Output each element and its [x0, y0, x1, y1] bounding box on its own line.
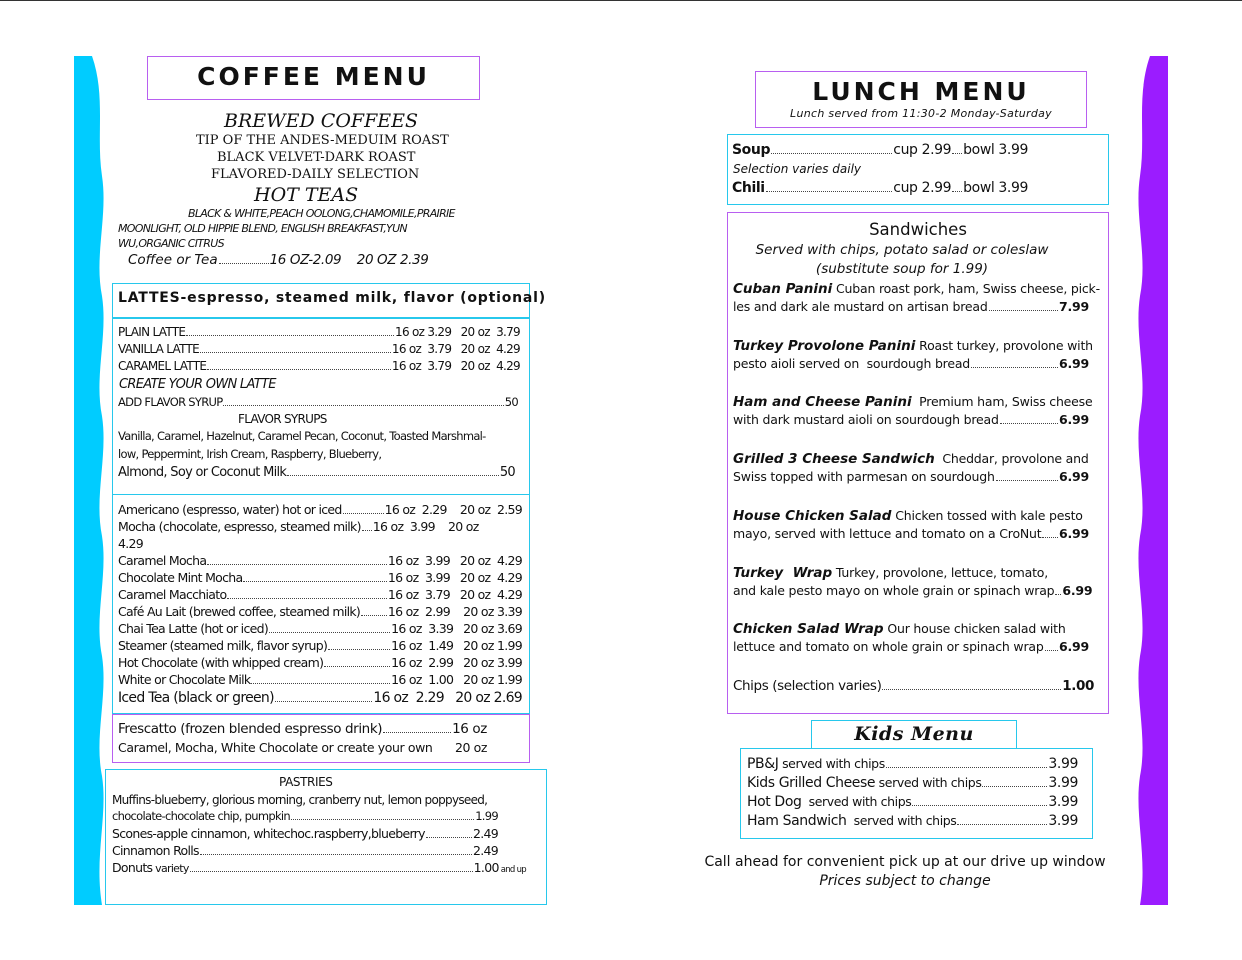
drink-row [118, 672, 522, 687]
sandwich-desc: and kale pesto mayo on whole grain or spinach wrap [733, 582, 1055, 598]
latte-row [118, 359, 520, 373]
drink-row [118, 587, 522, 602]
kids-item-name: Hot Dog [747, 794, 802, 810]
coffee-or-tea-row [128, 252, 428, 268]
kids-row [747, 813, 1078, 829]
drink-name: White or Chocolate Milk [118, 672, 251, 687]
sandwich-price-row [733, 582, 1093, 598]
sandwich-price: 6.99 [1058, 412, 1089, 428]
brewed-item: TIP OF THE ANDES-MEDUIM ROAST [196, 133, 449, 148]
drink-row [118, 655, 522, 670]
teas-line: BLACK & WHITE,PEACH OOLONG,CHAMOMILE,PRAIRIE [188, 207, 455, 220]
rolls-price: 2.49 [472, 843, 498, 858]
frescatto-row [118, 721, 488, 737]
footer-call-ahead: Call ahead for convenient pick up at our drive up window [704, 854, 1106, 870]
sandwich-name: Chicken Salad Wrap [733, 621, 884, 638]
drink-desc: (with whipped cream) [197, 655, 324, 670]
sandwich-price: 6.99 [1058, 469, 1089, 485]
drink-name: Caramel Mocha [118, 553, 207, 568]
drink-name: Caramel Macchiato [118, 587, 227, 602]
kids-menu-heading: Kids Menu [854, 723, 974, 745]
drink-name: Hot Chocolate [118, 655, 198, 670]
sandwich-price-row [733, 469, 1089, 484]
sandwich-desc: Swiss topped with parmesan on sourdough [733, 469, 995, 485]
latte-row [118, 342, 520, 356]
drink-desc: (hot or iced) [196, 621, 269, 636]
latte-name: PLAIN LATTE [118, 325, 186, 339]
sandwich-price-row [733, 412, 1089, 427]
sandwich-price: 7.99 [1058, 299, 1089, 314]
sandwich-price-row [733, 639, 1089, 654]
sandwich-desc: Premium ham, Swiss cheese [911, 394, 1093, 410]
chips-price: 1.00 [1062, 678, 1094, 694]
soup-bowl-price: bowl 3.99 [963, 142, 1028, 158]
muffins-row [112, 809, 498, 823]
scones-row [112, 826, 498, 841]
drink-desc: (espresso, water) hot or iced [178, 502, 342, 517]
pastries-heading: PASTRIES [279, 775, 333, 789]
purple-wave-bar [1138, 56, 1168, 905]
kids-item-desc: served with chips [778, 756, 885, 771]
drink-desc: (chocolate, espresso, steamed milk) [155, 519, 361, 534]
sandwich-desc: Chicken tossed with kale pesto [891, 507, 1083, 523]
coffee-title-box [147, 56, 480, 100]
top-rule [0, 0, 1242, 1]
frescatto-price: 16 oz [452, 721, 487, 737]
latte-price: 16 oz 3.79 20 oz 4.29 [391, 359, 520, 373]
sandwich-line [733, 393, 1092, 411]
kids-item-desc: served with chips [875, 775, 982, 790]
drink-name: Café Au Lait [118, 604, 186, 619]
sandwich-desc: pesto aioli served on sourdough bread [733, 355, 971, 371]
sandwich-price-row [733, 356, 1089, 371]
donuts-note: and up [498, 865, 526, 875]
cyan-wave-bar [74, 56, 104, 905]
sandwich-desc: Cheddar, provolone and [934, 451, 1089, 467]
coffee-menu-title: COFFEE MENU [197, 62, 430, 91]
drink-desc: (steamed milk, flavor syrup) [166, 638, 328, 653]
drink-price: 16 oz 1.49 20 oz 1.99 [391, 638, 522, 653]
drink-price: 16 oz 2.99 20 oz 3.39 [387, 604, 522, 619]
drink-name: Chai Tea Latte [118, 621, 197, 636]
drink-name: Chocolate Mint Mocha [118, 570, 243, 585]
chips-row [733, 678, 1094, 694]
sandwich-name: Ham and Cheese Panini [733, 394, 912, 411]
hot-teas-heading: HOT TEAS [254, 184, 359, 206]
sandwich-price-row [733, 526, 1089, 541]
lunch-menu-title: LUNCH MENU [812, 77, 1030, 106]
sandwich-line [733, 450, 1089, 468]
muffins-line: Muffins-blueberry, glorious morning, cranberry nut, lemon poppyseed, [112, 793, 488, 807]
soup-row [732, 142, 1028, 158]
drink-price: 16 oz 2.29 20 oz 2.59 [384, 502, 522, 517]
chili-cup-price: cup 2.99 [893, 180, 952, 196]
drink-name: Steamer [118, 638, 167, 653]
sandwiches-heading: Sandwiches [869, 220, 967, 239]
sandwich-line [733, 280, 1100, 298]
sandwich-line [733, 564, 1048, 582]
drink-row [118, 690, 522, 706]
add-flavor-price: 50 [504, 395, 518, 409]
sandwich-price-row [733, 299, 1089, 314]
kids-item-price: 3.99 [1048, 794, 1078, 810]
drink-price: 16 oz 2.99 20 oz 3.99 [391, 655, 522, 670]
sandwich-line [733, 620, 1066, 638]
frescatto-line2: Caramel, Mocha, White Chocolate or create your own [118, 740, 433, 755]
create-own-latte: CREATE YOUR OWN LATTE [119, 377, 276, 392]
chips-label: Chips (selection varies) [733, 678, 882, 694]
drink-desc: (brewed coffee, steamed milk) [185, 604, 361, 619]
coffee-or-tea-price: 16 OZ-2.09 20 OZ 2.39 [269, 252, 429, 268]
drink-price: 16 oz 3.99 20 oz 4.29 [387, 570, 522, 585]
donuts-desc: variety [152, 862, 189, 875]
muffins-price: 1.99 [475, 809, 498, 823]
sandwich-line [733, 507, 1083, 525]
drink-price: 16 oz 3.39 20 oz 3.69 [391, 621, 522, 636]
kids-item-name: Ham Sandwich [747, 813, 847, 829]
kids-item-name: PB&J [747, 756, 779, 772]
sandwich-desc: Cuban roast pork, ham, Swiss cheese, pick- [832, 281, 1100, 296]
sandwich-price: 6.99 [1058, 525, 1089, 541]
drink-row [118, 502, 522, 517]
brewed-coffees-heading: BREWED COFFEES [224, 110, 419, 132]
latte-name: VANILLA LATTE [118, 342, 200, 356]
latte-price: 16 oz 3.29 20 oz 3.79 [395, 325, 520, 339]
kids-row [747, 794, 1078, 810]
sandwiches-sub: (substitute soup for 1.99) [815, 261, 989, 277]
sandwich-price: 6.99 [1058, 355, 1089, 371]
kids-heading-box [811, 720, 1017, 749]
lunch-subtitle: Lunch served from 11:30-2 Monday-Saturday [790, 107, 1052, 120]
sandwich-desc: les and dark ale mustard on artisan bread [733, 299, 988, 314]
frescatto-price2: 20 oz [455, 740, 488, 755]
drink-price: 16 oz 2.29 20 oz 2.69 [373, 690, 522, 706]
scones-label: Scones-apple cinnamon, whitechoc.raspberry,blueberry [112, 826, 425, 841]
brewed-item: FLAVORED-DAILY SELECTION [211, 167, 420, 182]
drink-price: 16 oz 1.00 20 oz 1.99 [391, 672, 522, 687]
drink-row [118, 604, 522, 619]
sandwich-name: House Chicken Salad [733, 507, 892, 524]
donuts-price: 1.00 [473, 860, 499, 875]
sandwich-desc: Our house chicken salad with [883, 621, 1066, 637]
drink-row [118, 553, 522, 568]
kids-item-price: 3.99 [1048, 775, 1078, 791]
coffee-or-tea-label: Coffee or Tea [128, 252, 218, 268]
lunch-title-box [755, 71, 1087, 128]
mocha-price-wrap: 4.29 [118, 536, 144, 551]
lattes-heading: LATTES-espresso, steamed milk, flavor (optional) [118, 290, 546, 306]
muffins-line: chocolate-chocolate chip, pumpkin [112, 809, 291, 823]
kids-row [747, 756, 1078, 772]
donuts-row [112, 860, 526, 875]
frescatto-desc: (frozen blended espresso drink) [176, 721, 383, 737]
sandwich-desc: Roast turkey, provolone with [915, 337, 1093, 353]
add-flavor-label: ADD FLAVOR SYRUP [118, 395, 223, 409]
soup-note: Selection varies daily [733, 162, 862, 176]
chili-label: Chili [732, 180, 765, 196]
kids-item-desc: served with chips [801, 794, 912, 809]
footer-prices-note: Prices subject to change [819, 873, 991, 889]
frescatto-label: Frescatto [118, 721, 177, 737]
latte-row [118, 325, 520, 339]
drink-price: 16 oz 3.79 20 oz 4.29 [387, 587, 522, 602]
sandwich-name: Cuban Panini [733, 281, 833, 297]
chili-bowl-price: bowl 3.99 [963, 180, 1028, 196]
milk-label: Almond, Soy or Coconut Milk [118, 465, 287, 480]
kids-row [747, 775, 1078, 791]
chili-row [732, 180, 1028, 196]
drink-price: 16 oz 3.99 20 oz 4.29 [387, 553, 522, 568]
lattes-heading-box [112, 283, 546, 318]
drink-row [118, 621, 522, 636]
flavor-syrups-line: low, Peppermint, Irish Cream, Raspberry, Blueberry, [118, 447, 382, 461]
soup-label: Soup [732, 142, 771, 158]
sandwiches-sub: Served with chips, potato salad or coleslaw [755, 242, 1049, 258]
add-flavor-row [118, 395, 518, 409]
kids-item-price: 3.99 [1048, 756, 1078, 772]
latte-name: CARAMEL LATTE [118, 359, 207, 373]
sandwich-price: 6.99 [1058, 639, 1089, 655]
drink-desc: (black or green) [169, 690, 274, 706]
sandwich-desc: mayo, served with lettuce and tomato on a CroNut [733, 525, 1042, 541]
sandwich-desc: with dark mustard aioli on sourdough bread [733, 412, 999, 428]
sandwich-price: 6.99 [1062, 582, 1093, 598]
cinnamon-rolls-row [112, 843, 498, 858]
kids-item-price: 3.99 [1048, 813, 1078, 829]
sandwich-name: Grilled 3 Cheese Sandwich [733, 451, 935, 468]
rolls-label: Cinnamon Rolls [112, 843, 199, 858]
flavor-syrups-heading: FLAVOR SYRUPS [238, 412, 327, 426]
drink-price: 16 oz 3.99 20 oz [372, 519, 479, 534]
teas-line: WU,ORGANIC CITRUS [118, 237, 224, 250]
latte-price: 16 oz 3.79 20 oz 4.29 [391, 342, 520, 356]
soup-cup-price: cup 2.99 [893, 142, 952, 158]
brewed-item: BLACK VELVET-DARK ROAST [217, 150, 416, 165]
donuts-label: Donuts [112, 860, 153, 875]
scones-price: 2.49 [472, 826, 498, 841]
sandwich-name: Turkey Provolone Panini [733, 337, 916, 354]
flavor-syrups-line: Vanilla, Caramel, Hazelnut, Caramel Pecan, Coconut, Toasted Marshmal- [118, 429, 486, 443]
kids-item-desc: served with chips [846, 813, 957, 828]
teas-line: MOONLIGHT, OLD HIPPIE BLEND, ENGLISH BREAKFAST,YUN [118, 222, 407, 235]
milk-row [118, 465, 515, 480]
sandwich-desc: lettuce and tomato on whole grain or spinach wrap [733, 639, 1044, 655]
drink-name: Mocha [118, 519, 156, 534]
drink-row [118, 519, 498, 534]
sandwich-name: Turkey Wrap [733, 564, 833, 581]
drink-row [118, 570, 522, 585]
sandwich-desc: Turkey, provolone, lettuce, tomato, [832, 564, 1049, 580]
milk-price: 50 [499, 465, 515, 480]
drink-row [118, 638, 522, 653]
drink-name: Iced Tea [118, 690, 170, 706]
drink-name: Americano [118, 502, 179, 517]
sandwich-line [733, 337, 1093, 355]
kids-item-name: Kids Grilled Cheese [747, 775, 876, 791]
